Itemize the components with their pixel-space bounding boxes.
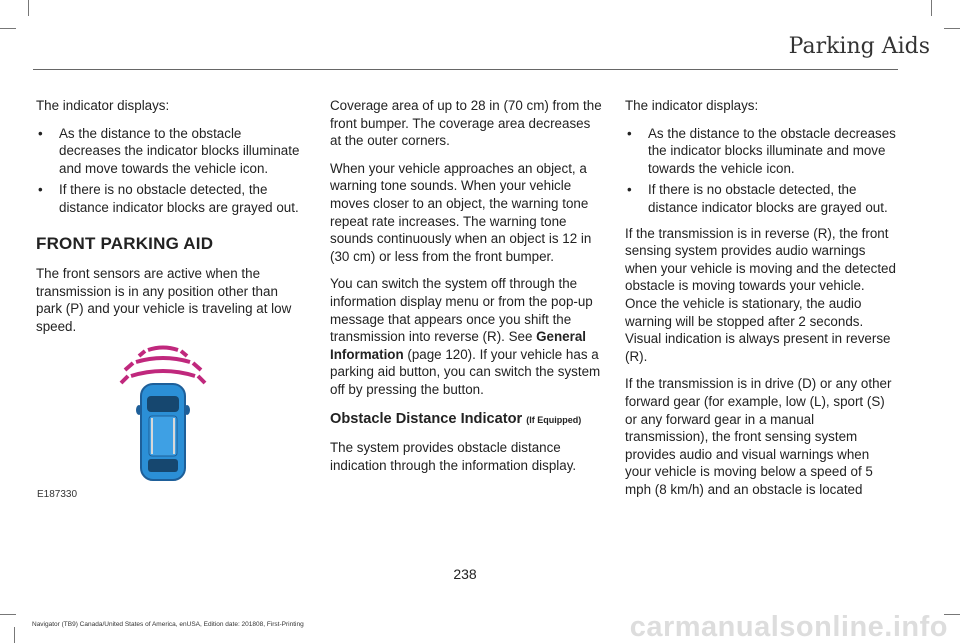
- indicator-intro: The indicator displays:: [625, 98, 759, 113]
- front-sensors-paragraph: The front sensors are active when the transmission is in any position other than park (P) and your vehicle is traveling at low speed.: [36, 266, 292, 334]
- column-left: [36, 97, 306, 346]
- car-sensor-icon: [35, 322, 300, 502]
- warning-tone-paragraph: When your vehicle approaches an object, a warning tone sounds. When your vehicle moves closer to an object, the warning tone repeat rate increases. The warning tone sounds continuously when an object is 12 in (30 cm) or less from the front bumper.: [330, 160, 592, 264]
- page-number: 238: [453, 566, 477, 582]
- indicator-intro: The indicator displays:: [36, 98, 170, 113]
- list-item: • As the distance to the obstacle decreases the indicator blocks illuminate and move towards the vehicle icon.: [625, 125, 897, 178]
- column-middle: [330, 97, 602, 484]
- crop-mark: [14, 627, 15, 643]
- indicator-list: [36, 125, 306, 217]
- indicator-list: [625, 125, 897, 217]
- figure-id: E187330: [37, 489, 78, 500]
- section-heading: FRONT PARKING AID: [36, 233, 214, 253]
- car-icon: [136, 384, 190, 480]
- crop-mark: [944, 28, 960, 29]
- list-item: • If there is no obstacle detected, the distance indicator blocks are grayed out.: [625, 181, 897, 216]
- watermark: carmanualsonline.info: [629, 611, 948, 643]
- reverse-paragraph: If the transmission is in reverse (R), the front sensing system provides audio warnings when your vehicle is moving and the detected obstacle is moving towards your vehicle. Once the vehicle is stationary, the audio warning will be stopped after 2 seconds. Visual indication is always present in reverse (R).: [625, 225, 896, 364]
- crop-mark: [931, 0, 932, 16]
- footer-text: Navigator (TB9) Canada/United States of America, enUSA, Edition date: 201808, First-Printing: [32, 621, 304, 628]
- list-item: • If there is no obstacle detected, the distance indicator blocks are grayed out.: [36, 181, 306, 216]
- switch-off-paragraph: You can switch the system off through the information display menu or from the pop-up message that appears once you shift the transmission into reverse (R). See General Information (page 120). If your vehicle has a parking aid button, you can switch the system off by pressing the button.: [330, 276, 601, 397]
- page-title: Parking Aids: [788, 34, 930, 59]
- column-right: [625, 97, 897, 508]
- sensor-blocks-icon: [121, 348, 205, 384]
- equipped-note: (If Equipped): [526, 414, 582, 425]
- crop-mark: [28, 0, 29, 16]
- header-rule: [33, 69, 898, 70]
- subsection-heading: Obstacle Distance Indicator (If Equipped): [330, 410, 582, 427]
- coverage-paragraph: Coverage area of up to 28 in (70 cm) from the front bumper. The coverage area decreases at the outer corners.: [330, 98, 602, 149]
- crop-mark: [0, 614, 16, 615]
- list-item: • As the distance to the obstacle decreases the indicator blocks illuminate and move towards the vehicle icon.: [36, 125, 306, 178]
- crop-mark: [0, 28, 16, 29]
- drive-paragraph: If the transmission is in drive (D) or any other forward gear (for example, low (L), sport (S) or any forward gear in a manual transmission), the front sensing system provides audio and visual warnings when your vehicle is moving below a speed of 5 mph (8 km/h) and an obstacle is located: [625, 376, 892, 497]
- parking-aid-illustration: [35, 322, 300, 502]
- distance-indication-paragraph: The system provides obstacle distance indication through the information display.: [330, 440, 577, 473]
- general-information-link[interactable]: General Information: [330, 329, 587, 362]
